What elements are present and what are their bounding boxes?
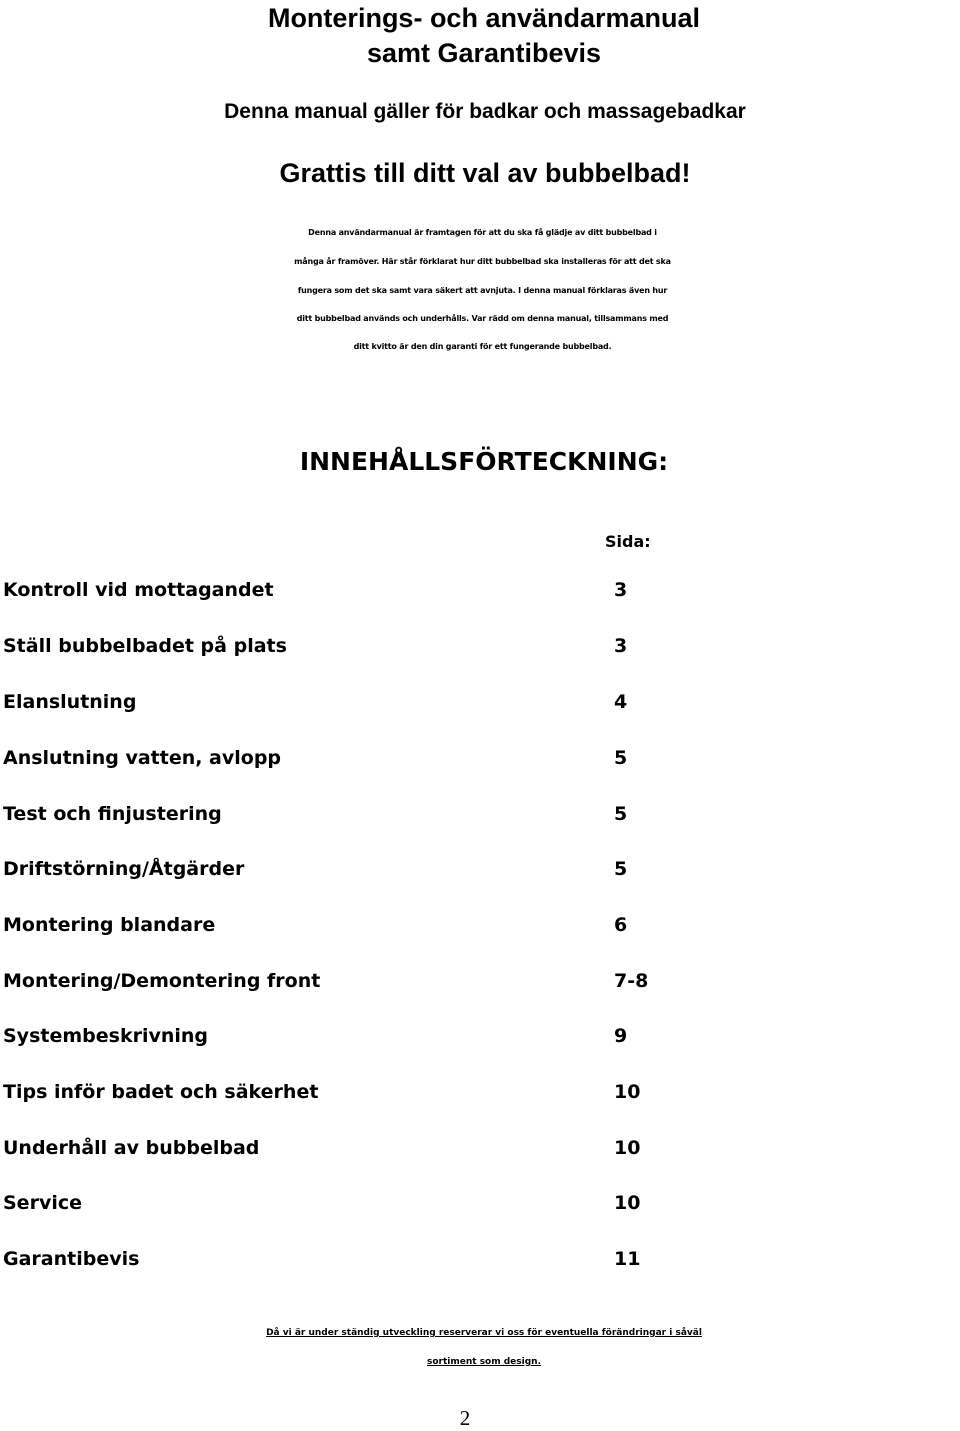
toc-entry <box>0 799 700 829</box>
toc-entry-page: 3 <box>614 635 628 657</box>
intro-line: ditt kvitto är den din garanti för ett fungerande bubbelbad. <box>353 342 612 351</box>
toc-entry-page: 10 <box>614 1081 641 1103</box>
toc-entry <box>0 1133 700 1163</box>
toc-entry <box>0 631 700 661</box>
toc-entry <box>0 966 700 996</box>
toc-entry-page: 5 <box>614 858 628 880</box>
greeting-heading: Grattis till ditt val av bubbelbad! <box>279 158 691 188</box>
document-title-line-1: Monterings- och användarmanual <box>267 3 701 33</box>
toc-entry-page: 10 <box>614 1192 641 1214</box>
toc-entry <box>0 743 700 773</box>
toc-entry-page: 9 <box>614 1025 628 1047</box>
document-subtitle: Denna manual gäller för badkar och massagebadkar <box>224 100 746 123</box>
disclaimer-line-1: Då vi är under ständig utveckling reserverar vi oss för eventuella förändringar i såväl <box>266 1328 702 1338</box>
toc-entry <box>0 575 700 605</box>
disclaimer-line-2: sortiment som design. <box>427 1357 541 1367</box>
document-title-line-2: samt Garantibevis <box>366 38 602 68</box>
toc-entry-page: 5 <box>614 747 628 769</box>
toc-entry-label: Montering/Demontering front <box>3 970 321 992</box>
intro-line: fungera som det ska samt vara säkert att avnjuta. I denna manual förklaras även hur <box>297 286 668 295</box>
toc-entry-page: 7-8 <box>614 970 649 992</box>
toc-entry <box>0 1188 700 1218</box>
toc-entry <box>0 1244 700 1274</box>
toc-entry-label: Anslutning vatten, avlopp <box>3 747 282 769</box>
toc-page-column-label: Sida: <box>605 532 651 551</box>
toc-entry-page: 5 <box>614 803 628 825</box>
toc-heading: INNEHÅLLSFÖRTECKNING: <box>299 447 669 476</box>
toc-entry-label: Tips inför badet och säkerhet <box>3 1081 319 1103</box>
toc-entry-label: Service <box>3 1192 82 1214</box>
toc-entry-page: 3 <box>614 579 628 601</box>
toc-entry-label: Driftstörning/Åtgärder <box>3 858 245 880</box>
toc-entry-page: 11 <box>614 1248 641 1270</box>
toc-entry-label: Underhåll av bubbelbad <box>3 1137 260 1159</box>
toc-entry-label: Kontroll vid mottagandet <box>3 579 274 601</box>
intro-line: Denna användarmanual är framtagen för att du ska få glädje av ditt bubbelbad i <box>308 228 657 237</box>
toc-entry-label: Systembeskrivning <box>3 1025 209 1047</box>
toc-entry-page: 10 <box>614 1137 641 1159</box>
toc-entry-label: Montering blandare <box>3 914 216 936</box>
toc-entry-label: Test och finjustering <box>3 803 222 825</box>
toc-entry <box>0 687 700 717</box>
toc-entry <box>0 1021 700 1051</box>
toc-entry <box>0 1077 700 1107</box>
intro-line: många år framöver. Här står förklarat hur ditt bubbelbad ska installeras för att det ska <box>294 257 671 266</box>
toc-entry-label: Ställ bubbelbadet på plats <box>3 635 287 657</box>
toc-entry <box>0 910 700 940</box>
toc-entry-label: Elanslutning <box>3 691 137 713</box>
intro-line: ditt bubbelbad används och underhålls. Var rädd om denna manual, tillsammans med <box>296 314 669 323</box>
page-number: 2 <box>459 1406 471 1430</box>
toc-entry-page: 4 <box>614 691 628 713</box>
toc-entry-page: 6 <box>614 914 628 936</box>
toc-entry-label: Garantibevis <box>3 1248 140 1270</box>
toc-entry <box>0 854 700 884</box>
